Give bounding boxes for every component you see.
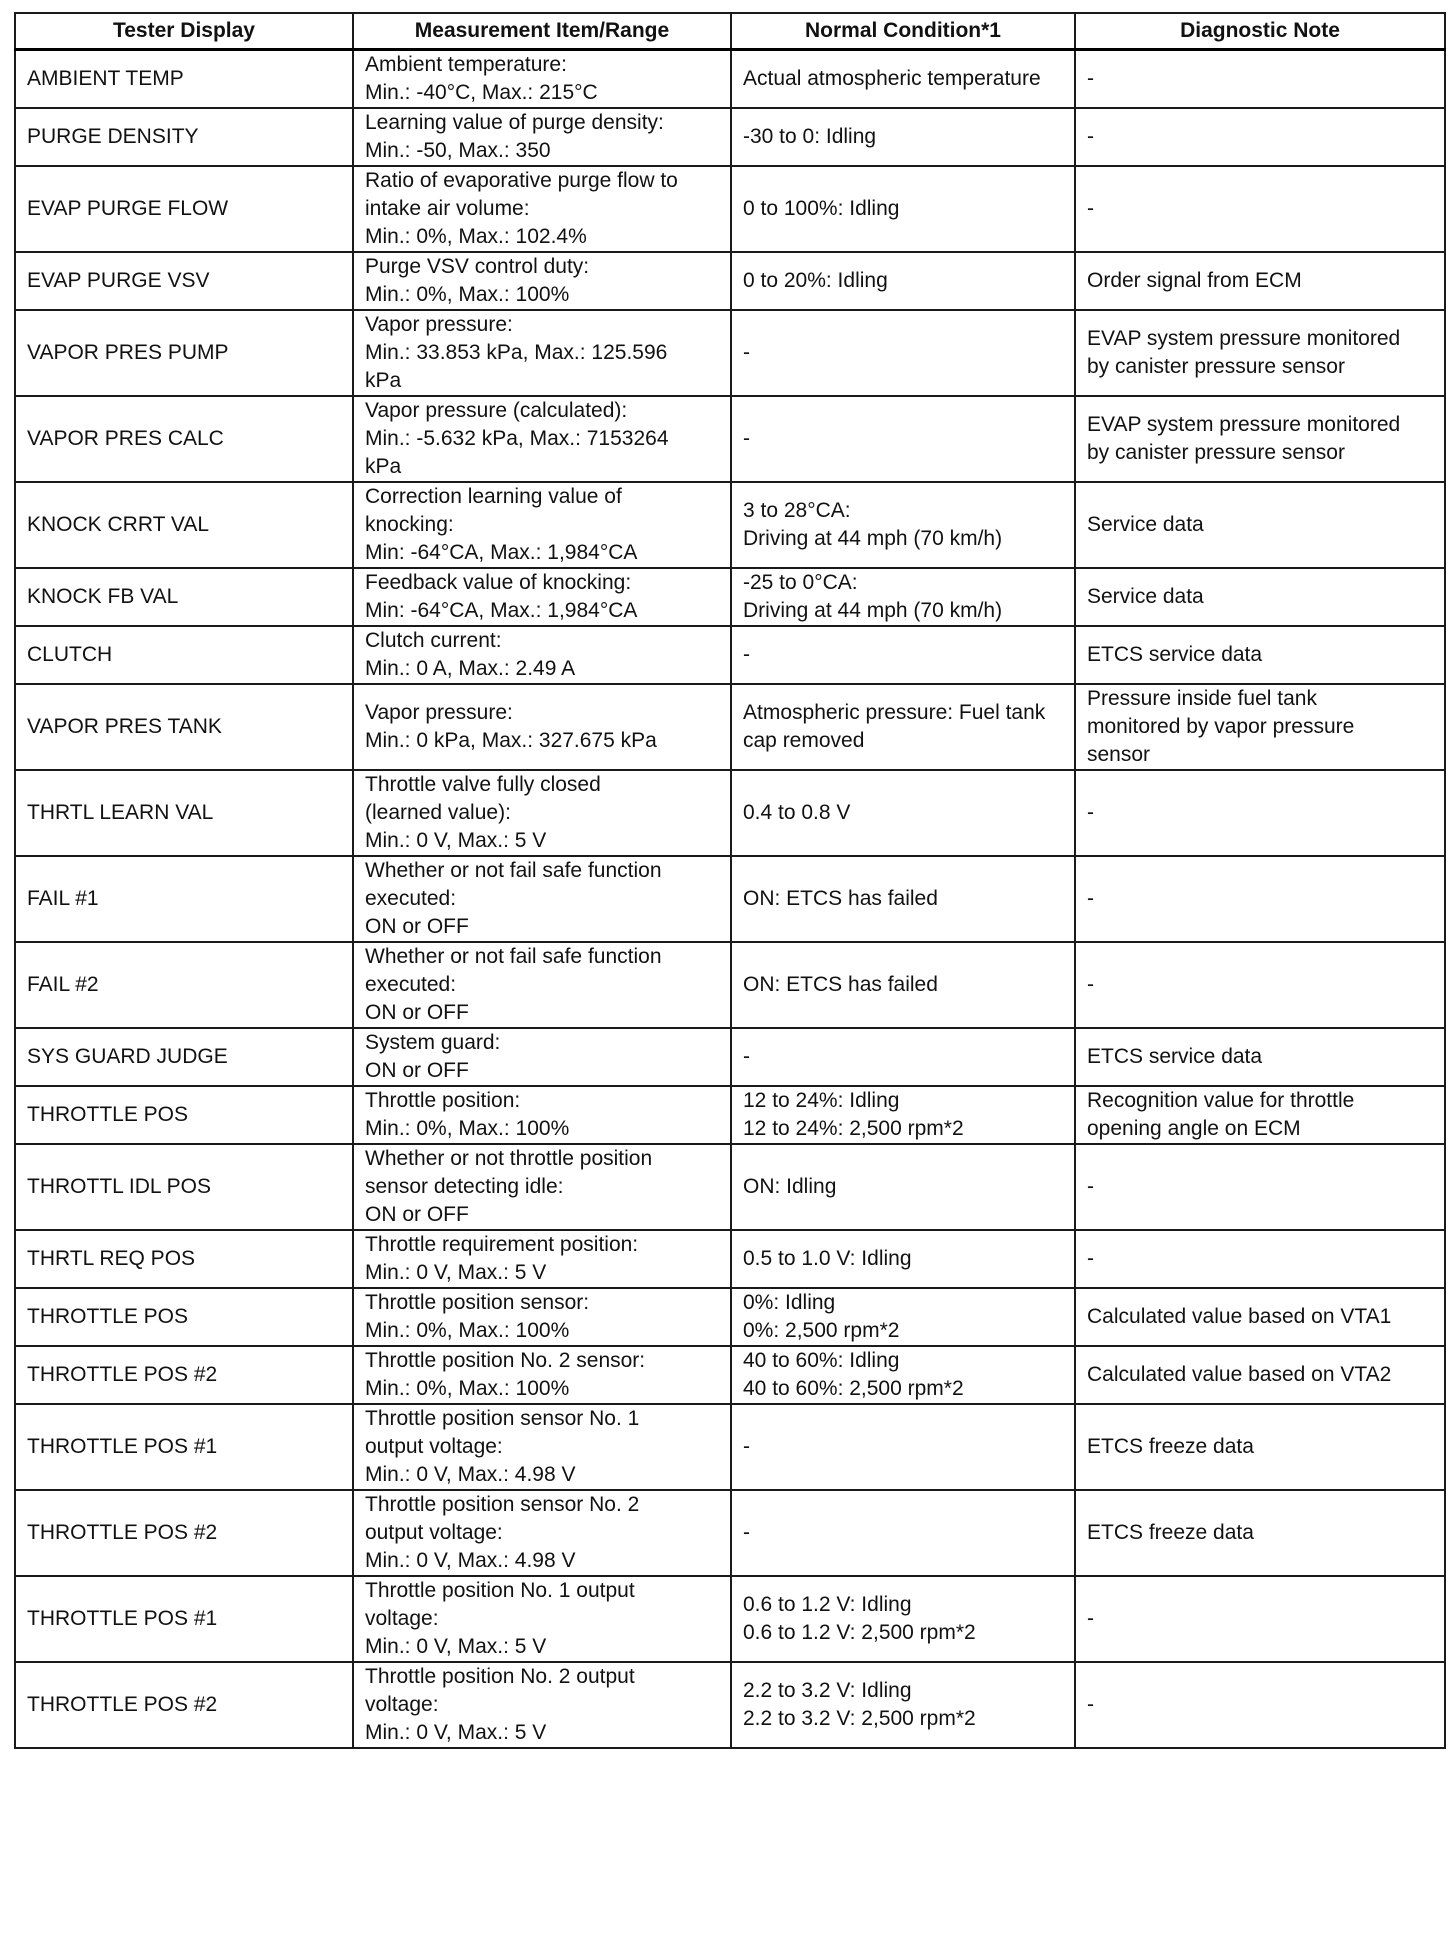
table-row xyxy=(15,942,1445,1028)
cell-tester-display: EVAP PURGE VSV xyxy=(15,252,353,310)
cell-line: Driving at 44 mph (70 km/h) xyxy=(743,599,1003,622)
cell-line: ETCS freeze data xyxy=(1087,1521,1254,1544)
cell-line: executed: xyxy=(365,887,457,910)
cell-tester-display: THRTL LEARN VAL xyxy=(15,770,353,856)
cell-line: Calculated value based on VTA1 xyxy=(1087,1305,1392,1328)
cell-tester-display: AMBIENT TEMP xyxy=(15,50,353,109)
cell-line: 0.4 to 0.8 V xyxy=(743,801,851,824)
cell-line: 0 to 20%: Idling xyxy=(743,269,888,292)
cell-line: Driving at 44 mph (70 km/h) xyxy=(743,527,1003,550)
cell-normal-condition xyxy=(731,50,1075,109)
cell-normal-condition xyxy=(731,1086,1075,1144)
table-body xyxy=(15,50,1445,1749)
cell-line: System guard: xyxy=(365,1031,501,1054)
cell-line: 3 to 28°CA: xyxy=(743,499,851,522)
cell-line: Min: -64°CA, Max.: 1,984°CA xyxy=(365,541,638,564)
cell-diagnostic-note xyxy=(1075,166,1445,252)
table-row xyxy=(15,856,1445,942)
cell-line: (learned value): xyxy=(365,801,511,824)
table-row xyxy=(15,396,1445,482)
cell-line: - xyxy=(1087,801,1094,824)
header-row xyxy=(15,13,1445,50)
cell-normal-condition xyxy=(731,1346,1075,1404)
cell-line: cap removed xyxy=(743,729,865,752)
cell-diagnostic-note xyxy=(1075,1346,1445,1404)
cell-tester-display: VAPOR PRES TANK xyxy=(15,684,353,770)
table-row xyxy=(15,684,1445,770)
cell-line: 0%: 2,500 rpm*2 xyxy=(743,1319,900,1342)
cell-normal-condition xyxy=(731,626,1075,684)
cell-diagnostic-note xyxy=(1075,1662,1445,1748)
cell-line: - xyxy=(1087,973,1094,996)
cell-line: Min.: 0 kPa, Max.: 327.675 kPa xyxy=(365,729,657,752)
cell-measurement-item xyxy=(353,1144,731,1230)
cell-normal-condition xyxy=(731,1404,1075,1490)
cell-line: by canister pressure sensor xyxy=(1087,441,1345,464)
cell-line: 0 to 100%: Idling xyxy=(743,197,900,220)
cell-diagnostic-note xyxy=(1075,1086,1445,1144)
cell-line: sensor detecting idle: xyxy=(365,1175,564,1198)
cell-line: ON or OFF xyxy=(365,1203,469,1226)
cell-line: Feedback value of knocking: xyxy=(365,571,632,594)
cell-line: - xyxy=(1087,1693,1094,1716)
cell-line: - xyxy=(1087,197,1094,220)
cell-diagnostic-note xyxy=(1075,108,1445,166)
cell-tester-display: THROTTLE POS #1 xyxy=(15,1404,353,1490)
cell-line: intake air volume: xyxy=(365,197,530,220)
cell-line: Pressure inside fuel tank xyxy=(1087,687,1317,710)
cell-normal-condition xyxy=(731,1230,1075,1288)
cell-line: Whether or not throttle position xyxy=(365,1147,653,1170)
cell-diagnostic-note xyxy=(1075,770,1445,856)
table-row xyxy=(15,1662,1445,1748)
cell-line: 0.6 to 1.2 V: 2,500 rpm*2 xyxy=(743,1621,976,1644)
cell-line: Atmospheric pressure: Fuel tank xyxy=(743,701,1046,724)
cell-measurement-item xyxy=(353,856,731,942)
cell-line: Whether or not fail safe function xyxy=(365,859,662,882)
table-row xyxy=(15,482,1445,568)
cell-measurement-item xyxy=(353,1576,731,1662)
cell-line: output voltage: xyxy=(365,1435,503,1458)
cell-line: executed: xyxy=(365,973,457,996)
cell-line: -25 to 0°CA: xyxy=(743,571,858,594)
cell-measurement-item xyxy=(353,108,731,166)
cell-measurement-item xyxy=(353,166,731,252)
cell-tester-display: CLUTCH xyxy=(15,626,353,684)
cell-diagnostic-note xyxy=(1075,1404,1445,1490)
cell-tester-display: KNOCK FB VAL xyxy=(15,568,353,626)
cell-tester-display: VAPOR PRES CALC xyxy=(15,396,353,482)
cell-line: Min.: 33.853 kPa, Max.: 125.596 xyxy=(365,341,668,364)
cell-line: EVAP system pressure monitored xyxy=(1087,413,1401,436)
cell-diagnostic-note xyxy=(1075,1144,1445,1230)
cell-line: ETCS freeze data xyxy=(1087,1435,1254,1458)
cell-line: - xyxy=(743,1045,750,1068)
cell-line: 2.2 to 3.2 V: 2,500 rpm*2 xyxy=(743,1707,976,1730)
cell-line: 0.6 to 1.2 V: Idling xyxy=(743,1593,912,1616)
cell-tester-display: THROTTL IDL POS xyxy=(15,1144,353,1230)
cell-line: Learning value of purge density: xyxy=(365,111,664,134)
table-row xyxy=(15,166,1445,252)
cell-line: ON or OFF xyxy=(365,1001,469,1024)
cell-line: output voltage: xyxy=(365,1521,503,1544)
cell-line: Purge VSV control duty: xyxy=(365,255,590,278)
cell-line: voltage: xyxy=(365,1693,439,1716)
cell-tester-display: FAIL #1 xyxy=(15,856,353,942)
cell-line: ETCS service data xyxy=(1087,1045,1263,1068)
table-row xyxy=(15,1086,1445,1144)
cell-normal-condition xyxy=(731,856,1075,942)
cell-measurement-item xyxy=(353,1028,731,1086)
cell-line: ON or OFF xyxy=(365,1059,469,1082)
cell-measurement-item xyxy=(353,1086,731,1144)
cell-measurement-item xyxy=(353,770,731,856)
cell-measurement-item xyxy=(353,310,731,396)
cell-measurement-item xyxy=(353,1490,731,1576)
cell-line: Throttle requirement position: xyxy=(365,1233,639,1256)
cell-line: monitored by vapor pressure xyxy=(1087,715,1355,738)
table-row xyxy=(15,310,1445,396)
header-normal-condition: Normal Condition*1 xyxy=(731,13,1075,50)
cell-line: Service data xyxy=(1087,513,1204,536)
cell-line: Throttle position No. 2 sensor: xyxy=(365,1349,646,1372)
cell-diagnostic-note xyxy=(1075,1028,1445,1086)
cell-measurement-item xyxy=(353,942,731,1028)
cell-line: Ambient temperature: xyxy=(365,53,567,76)
cell-line: kPa xyxy=(365,455,402,478)
cell-line: sensor xyxy=(1087,743,1151,766)
cell-tester-display: THROTTLE POS #1 xyxy=(15,1576,353,1662)
cell-line: Min: -64°CA, Max.: 1,984°CA xyxy=(365,599,638,622)
cell-line: Throttle valve fully closed xyxy=(365,773,601,796)
cell-normal-condition xyxy=(731,310,1075,396)
cell-line: - xyxy=(743,643,750,666)
cell-line: Correction learning value of xyxy=(365,485,622,508)
table-row xyxy=(15,1404,1445,1490)
cell-line: - xyxy=(743,1521,750,1544)
cell-diagnostic-note xyxy=(1075,942,1445,1028)
cell-normal-condition xyxy=(731,1576,1075,1662)
cell-line: 0.5 to 1.0 V: Idling xyxy=(743,1247,912,1270)
cell-line: Ratio of evaporative purge flow to xyxy=(365,169,678,192)
cell-tester-display: PURGE DENSITY xyxy=(15,108,353,166)
cell-line: 12 to 24%: 2,500 rpm*2 xyxy=(743,1117,964,1140)
cell-line: ON or OFF xyxy=(365,915,469,938)
cell-tester-display: SYS GUARD JUDGE xyxy=(15,1028,353,1086)
cell-normal-condition xyxy=(731,166,1075,252)
cell-line: ETCS service data xyxy=(1087,643,1263,666)
cell-measurement-item xyxy=(353,626,731,684)
cell-line: Throttle position sensor No. 2 xyxy=(365,1493,640,1516)
cell-diagnostic-note xyxy=(1075,1490,1445,1576)
cell-measurement-item xyxy=(353,1230,731,1288)
table-row xyxy=(15,1346,1445,1404)
cell-measurement-item xyxy=(353,396,731,482)
cell-line: Min.: 0 V, Max.: 5 V xyxy=(365,1635,547,1658)
cell-measurement-item xyxy=(353,50,731,109)
cell-line: Vapor pressure (calculated): xyxy=(365,399,628,422)
cell-tester-display: THRTL REQ POS xyxy=(15,1230,353,1288)
cell-measurement-item xyxy=(353,1404,731,1490)
cell-tester-display: THROTTLE POS xyxy=(15,1086,353,1144)
cell-diagnostic-note xyxy=(1075,1230,1445,1288)
cell-tester-display: KNOCK CRRT VAL xyxy=(15,482,353,568)
cell-normal-condition xyxy=(731,482,1075,568)
cell-line: Min.: -40°C, Max.: 215°C xyxy=(365,81,598,104)
cell-line: voltage: xyxy=(365,1607,439,1630)
cell-line: Min.: -50, Max.: 350 xyxy=(365,139,551,162)
cell-measurement-item xyxy=(353,482,731,568)
cell-tester-display: THROTTLE POS xyxy=(15,1288,353,1346)
cell-line: Vapor pressure: xyxy=(365,313,513,336)
cell-line: Throttle position sensor: xyxy=(365,1291,590,1314)
cell-diagnostic-note xyxy=(1075,310,1445,396)
cell-measurement-item xyxy=(353,1662,731,1748)
cell-diagnostic-note xyxy=(1075,626,1445,684)
table-row xyxy=(15,1576,1445,1662)
header-diagnostic-note: Diagnostic Note xyxy=(1075,13,1445,50)
cell-line: - xyxy=(743,427,750,450)
cell-line: ON: ETCS has failed xyxy=(743,887,938,910)
cell-tester-display: THROTTLE POS #2 xyxy=(15,1490,353,1576)
cell-tester-display: EVAP PURGE FLOW xyxy=(15,166,353,252)
table-row xyxy=(15,1028,1445,1086)
table-row xyxy=(15,626,1445,684)
cell-line: - xyxy=(1087,1607,1094,1630)
cell-line: Min.: -5.632 kPa, Max.: 7153264 xyxy=(365,427,669,450)
cell-tester-display: FAIL #2 xyxy=(15,942,353,1028)
cell-line: 12 to 24%: Idling xyxy=(743,1089,900,1112)
cell-line: ON: ETCS has failed xyxy=(743,973,938,996)
cell-line: Service data xyxy=(1087,585,1204,608)
cell-line: Min.: 0 A, Max.: 2.49 A xyxy=(365,657,576,680)
cell-line: 40 to 60%: 2,500 rpm*2 xyxy=(743,1377,964,1400)
cell-diagnostic-note xyxy=(1075,856,1445,942)
cell-line: - xyxy=(1087,887,1094,910)
cell-tester-display: VAPOR PRES PUMP xyxy=(15,310,353,396)
cell-line: Vapor pressure: xyxy=(365,701,513,724)
cell-normal-condition xyxy=(731,252,1075,310)
table-row xyxy=(15,50,1445,109)
table-row xyxy=(15,1288,1445,1346)
cell-normal-condition xyxy=(731,1144,1075,1230)
cell-normal-condition xyxy=(731,770,1075,856)
cell-line: kPa xyxy=(365,369,402,392)
cell-diagnostic-note xyxy=(1075,482,1445,568)
cell-line: opening angle on ECM xyxy=(1087,1117,1301,1140)
cell-line: - xyxy=(1087,1247,1094,1270)
cell-diagnostic-note xyxy=(1075,50,1445,109)
cell-line: ON: Idling xyxy=(743,1175,837,1198)
cell-measurement-item xyxy=(353,684,731,770)
cell-line: EVAP system pressure monitored xyxy=(1087,327,1401,350)
table-row xyxy=(15,1230,1445,1288)
cell-line: - xyxy=(743,1435,750,1458)
cell-normal-condition xyxy=(731,1028,1075,1086)
cell-measurement-item xyxy=(353,1346,731,1404)
cell-line: Min.: 0 V, Max.: 5 V xyxy=(365,1721,547,1744)
cell-line: Throttle position No. 1 output xyxy=(365,1579,635,1602)
table-row xyxy=(15,108,1445,166)
cell-line: Min.: 0%, Max.: 100% xyxy=(365,1377,570,1400)
cell-line: Throttle position: xyxy=(365,1089,521,1112)
cell-measurement-item xyxy=(353,1288,731,1346)
cell-line: Min.: 0%, Max.: 100% xyxy=(365,1117,570,1140)
cell-line: Min.: 0%, Max.: 100% xyxy=(365,1319,570,1342)
cell-line: 2.2 to 3.2 V: Idling xyxy=(743,1679,912,1702)
cell-normal-condition xyxy=(731,396,1075,482)
cell-line: - xyxy=(1087,125,1094,148)
cell-measurement-item xyxy=(353,252,731,310)
cell-line: Min.: 0%, Max.: 102.4% xyxy=(365,225,587,248)
table-row xyxy=(15,770,1445,856)
cell-line: knocking: xyxy=(365,513,454,536)
cell-normal-condition xyxy=(731,108,1075,166)
cell-line: Recognition value for throttle xyxy=(1087,1089,1355,1112)
cell-line: 40 to 60%: Idling xyxy=(743,1349,900,1372)
cell-line: -30 to 0: Idling xyxy=(743,125,877,148)
cell-diagnostic-note xyxy=(1075,568,1445,626)
cell-line: Min.: 0%, Max.: 100% xyxy=(365,283,570,306)
cell-line: Throttle position sensor No. 1 xyxy=(365,1407,640,1430)
cell-tester-display: THROTTLE POS #2 xyxy=(15,1662,353,1748)
cell-line: - xyxy=(1087,67,1094,90)
cell-line: Whether or not fail safe function xyxy=(365,945,662,968)
table-row xyxy=(15,568,1445,626)
data-list-table xyxy=(14,12,1446,1749)
cell-line: Min.: 0 V, Max.: 4.98 V xyxy=(365,1463,576,1486)
cell-line: 0%: Idling xyxy=(743,1291,836,1314)
cell-normal-condition xyxy=(731,1288,1075,1346)
cell-line: Calculated value based on VTA2 xyxy=(1087,1363,1392,1386)
cell-line: by canister pressure sensor xyxy=(1087,355,1345,378)
table-row xyxy=(15,1490,1445,1576)
cell-diagnostic-note xyxy=(1075,252,1445,310)
cell-normal-condition xyxy=(731,684,1075,770)
table-row xyxy=(15,252,1445,310)
cell-line: Clutch current: xyxy=(365,629,502,652)
cell-diagnostic-note xyxy=(1075,684,1445,770)
cell-normal-condition xyxy=(731,568,1075,626)
cell-line: Order signal from ECM xyxy=(1087,269,1302,292)
cell-line: Min.: 0 V, Max.: 5 V xyxy=(365,829,547,852)
cell-diagnostic-note xyxy=(1075,396,1445,482)
cell-line: Min.: 0 V, Max.: 5 V xyxy=(365,1261,547,1284)
cell-diagnostic-note xyxy=(1075,1576,1445,1662)
cell-line: - xyxy=(743,341,750,364)
table-header xyxy=(15,13,1445,50)
cell-measurement-item xyxy=(353,568,731,626)
header-measurement-item: Measurement Item/Range xyxy=(353,13,731,50)
cell-normal-condition xyxy=(731,1662,1075,1748)
cell-tester-display: THROTTLE POS #2 xyxy=(15,1346,353,1404)
cell-normal-condition xyxy=(731,942,1075,1028)
cell-normal-condition xyxy=(731,1490,1075,1576)
cell-line: Throttle position No. 2 output xyxy=(365,1665,635,1688)
cell-diagnostic-note xyxy=(1075,1288,1445,1346)
header-tester-display: Tester Display xyxy=(15,13,353,50)
table-row xyxy=(15,1144,1445,1230)
cell-line: - xyxy=(1087,1175,1094,1198)
cell-line: Actual atmospheric temperature xyxy=(743,67,1041,90)
cell-line: Min.: 0 V, Max.: 4.98 V xyxy=(365,1549,576,1572)
